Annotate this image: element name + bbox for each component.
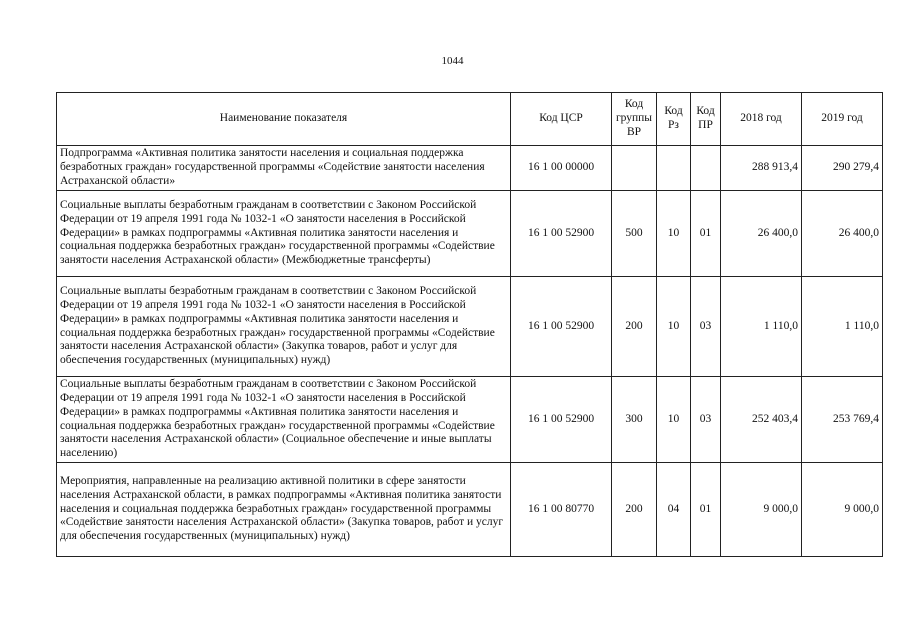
row-2019: 253 769,4 [802, 377, 883, 463]
row-vr: 200 [612, 463, 657, 557]
header-vr: Код группы ВР [612, 93, 657, 146]
table-row [57, 463, 883, 557]
row-2018: 26 400,0 [721, 191, 802, 277]
row-name: Мероприятия, направленные на реализацию активной политики в сфере занятости населения Астраханской области, в рамках подпрограммы «Активная политика занятости населения и социальная поддержка безработных граждан» государственной программы «Содействие занятости населения Астраханской области» (Закупка товаров, работ и услуг для обеспечения государственных (муниципальных) нужд) [57, 463, 511, 557]
row-2019: 290 279,4 [802, 146, 883, 191]
table-row [57, 146, 883, 191]
row-csr: 16 1 00 52900 [511, 377, 612, 463]
row-rz: 10 [657, 191, 691, 277]
header-csr: Код ЦСР [511, 93, 612, 146]
row-vr: 300 [612, 377, 657, 463]
row-rz: 10 [657, 377, 691, 463]
row-csr: 16 1 00 52900 [511, 277, 612, 377]
row-2018: 9 000,0 [721, 463, 802, 557]
row-name: Социальные выплаты безработным гражданам в соответствии с Законом Российской Федерации от 19 апреля 1991 года № 1032-1 «О занятости населения в Российской Федерации» в рамках подпрограммы «Активная политика занятости населения и социальная поддержка безработных граждан» государственной программы «Содействие занятости населения Астраханской области» (Социальное обеспечение и иные выплаты населению) [57, 377, 511, 463]
row-csr: 16 1 00 00000 [511, 146, 612, 191]
row-rz: 04 [657, 463, 691, 557]
row-pr: 03 [691, 277, 721, 377]
row-csr: 16 1 00 52900 [511, 191, 612, 277]
row-pr: 01 [691, 191, 721, 277]
row-2019: 26 400,0 [802, 191, 883, 277]
table-row [57, 277, 883, 377]
budget-table [56, 92, 883, 557]
table-row [57, 377, 883, 463]
table-header-row [57, 93, 883, 146]
row-2019: 9 000,0 [802, 463, 883, 557]
row-vr: 200 [612, 277, 657, 377]
table-row [57, 191, 883, 277]
row-2018: 252 403,4 [721, 377, 802, 463]
row-pr: 03 [691, 377, 721, 463]
row-name: Социальные выплаты безработным гражданам в соответствии с Законом Российской Федерации от 19 апреля 1991 года № 1032-1 «О занятости населения в Российской Федерации» в рамках подпрограммы «Активная политика занятости населения и социальная поддержка безработных граждан» государственной программы «Содействие занятости населения Астраханской области» (Межбюджетные трансферты) [57, 191, 511, 277]
row-pr [691, 146, 721, 191]
row-rz [657, 146, 691, 191]
row-rz: 10 [657, 277, 691, 377]
row-2019: 1 110,0 [802, 277, 883, 377]
row-name: Социальные выплаты безработным гражданам в соответствии с Законом Российской Федерации от 19 апреля 1991 года № 1032-1 «О занятости населения в Российской Федерации» в рамках подпрограммы «Активная политика занятости населения и социальная поддержка безработных граждан» государственной программы «Содействие занятости населения Астраханской области» (Закупка товаров, работ и услуг для обеспечения государственных (муниципальных) нужд) [57, 277, 511, 377]
row-name: Подпрограмма «Активная политика занятости населения и социальная поддержка безработных граждан» государственной программы «Содействие занятости населения Астраханской области» [57, 146, 511, 191]
row-2018: 288 913,4 [721, 146, 802, 191]
row-vr: 500 [612, 191, 657, 277]
header-2018: 2018 год [721, 93, 802, 146]
row-vr [612, 146, 657, 191]
row-pr: 01 [691, 463, 721, 557]
page-number: 1044 [441, 55, 464, 67]
header-2019: 2019 год [802, 93, 883, 146]
row-2018: 1 110,0 [721, 277, 802, 377]
header-name: Наименование показателя [57, 93, 511, 146]
row-csr: 16 1 00 80770 [511, 463, 612, 557]
header-rz: Код Рз [657, 93, 691, 146]
header-pr: Код ПР [691, 93, 721, 146]
